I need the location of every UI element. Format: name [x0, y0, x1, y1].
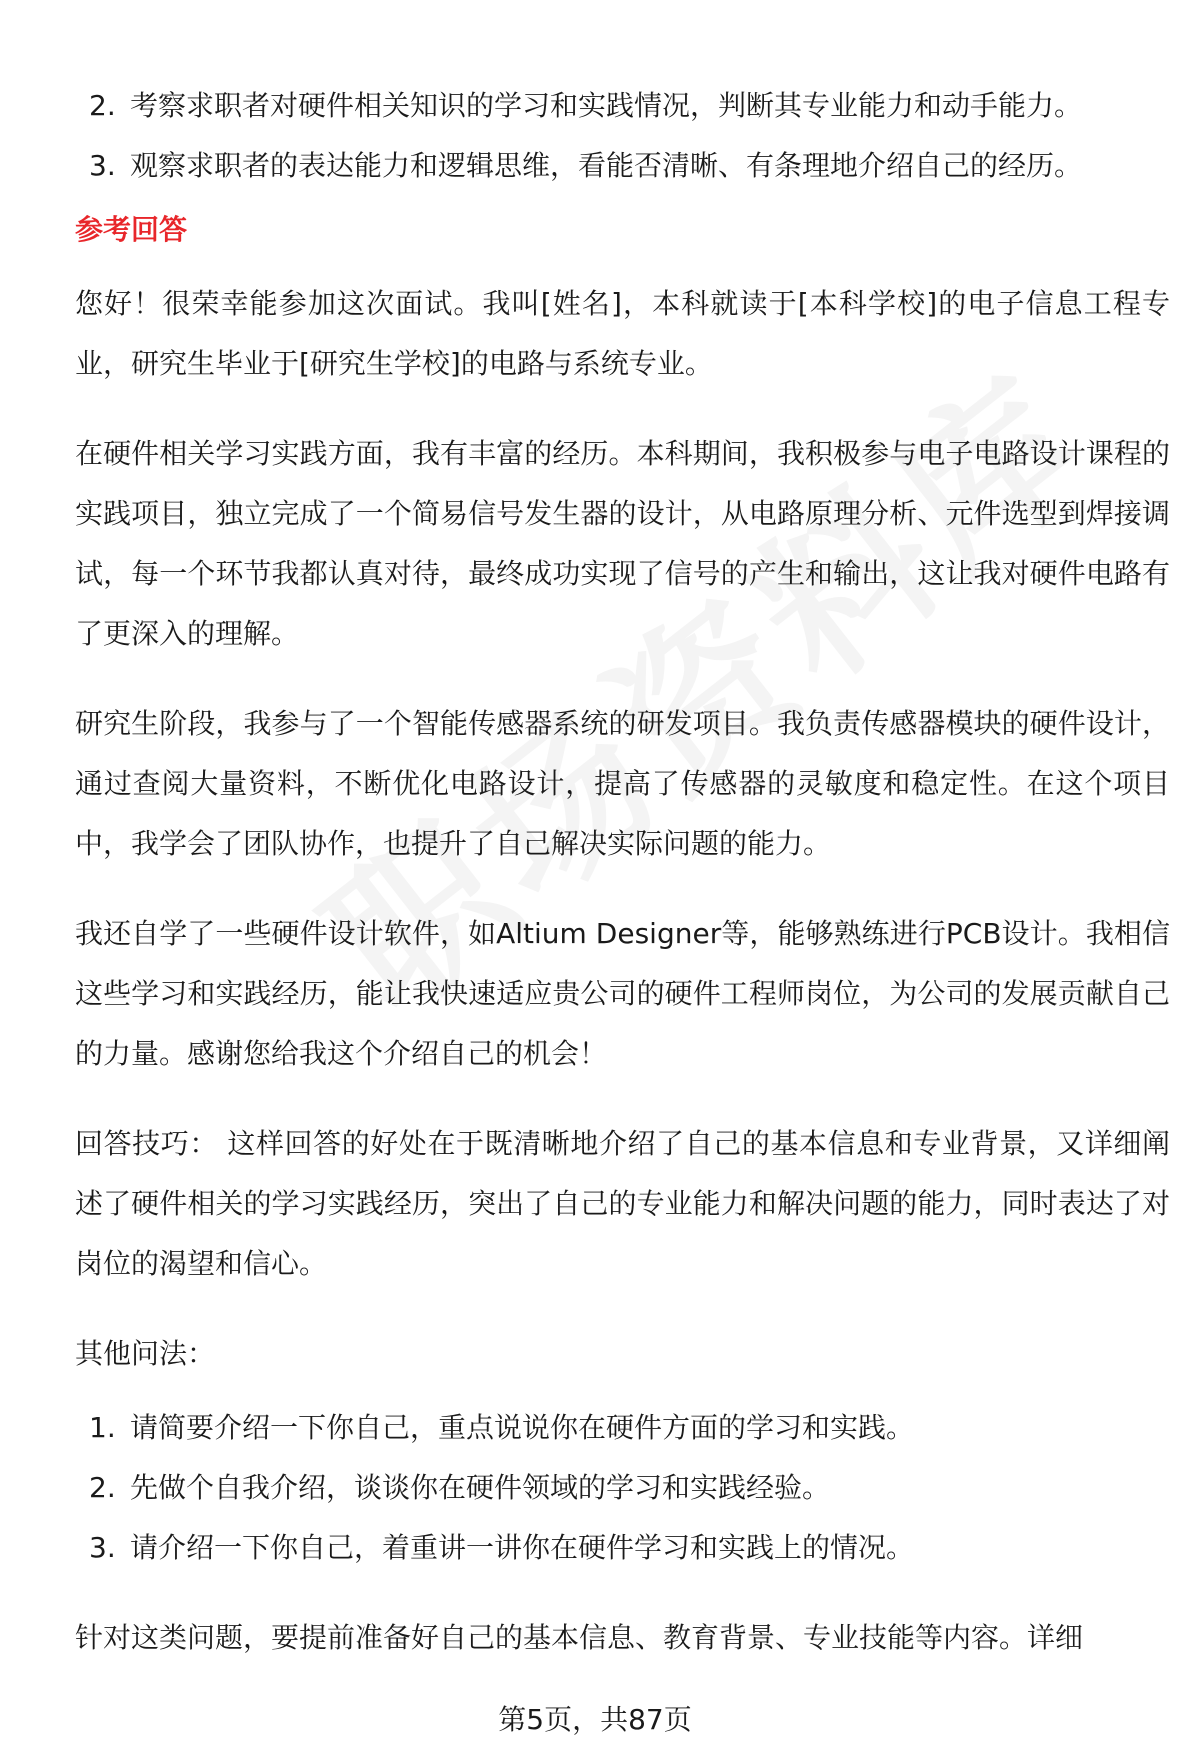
list-item: 1. 请简要介绍一下你自己，重点说说你在硬件方面的学习和实践。 [89, 1411, 915, 1444]
paragraph-undergrad: 在硬件相关学习实践方面，我有丰富的经历。本科期间，我积极参与电子电路设计课程的实践项目，独立完成了一个简易信号发生器的设计，从电路原理分析、元件选型到焊接调试，每一个环节我都认真对待，最终成功实现了信号的产生和输出，这让我对硬件电路有了更深入的理解。 [75, 437, 1170, 650]
document-body [75, 76, 1170, 1668]
list-item: 2. 先做个自我介绍，谈谈你在硬件领域的学习和实践经验。 [89, 1471, 831, 1504]
paragraph-graduate: 研究生阶段，我参与了一个智能传感器系统的研发项目。我负责传感器模块的硬件设计，通过查阅大量资料，不断优化电路设计，提高了传感器的灵敏度和稳定性。在这个项目中，我学会了团队协作，也提升了自己解决实际问题的能力。 [75, 707, 1170, 860]
other-questions-list [75, 1398, 1170, 1578]
paragraph-tail: 针对这类问题，要提前准备好自己的基本信息、教育背景、专业技能等内容。详细 [75, 1621, 1084, 1654]
section-heading: 参考回答 [75, 213, 188, 246]
top-numbered-list [75, 76, 1170, 196]
list-item: 3. 请介绍一下你自己，着重讲一讲你在硬件学习和实践上的情况。 [89, 1531, 915, 1564]
paragraph-tips: 回答技巧： 这样回答的好处在于既清晰地介绍了自己的基本信息和专业背景，又详细阐述了硬件相关的学习实践经历，突出了自己的专业能力和解决问题的能力，同时表达了对岗位的渴望和信心。 [75, 1127, 1170, 1280]
list-item: 2. 考察求职者对硬件相关知识的学习和实践情况，判断其专业能力和动手能力。 [89, 89, 1083, 122]
page-number: 第5页，共87页 [498, 1703, 692, 1736]
paragraph-intro: 您好！很荣幸能参加这次面试。我叫[姓名]，本科就读于[本科学校]的电子信息工程专业，研究生毕业于[研究生学校]的电路与系统专业。 [75, 287, 1170, 380]
paragraph-skills: 我还自学了一些硬件设计软件，如Altium Designer等，能够熟练进行PCB设计。我相信这些学习和实践经历，能让我快速适应贵公司的硬件工程师岗位，为公司的发展贡献自己的力量。感谢您给我这个介绍自己的机会！ [75, 917, 1170, 1070]
paragraph-other-questions-label: 其他问法： [75, 1337, 216, 1370]
list-item: 3. 观察求职者的表达能力和逻辑思维，看能否清晰、有条理地介绍自己的经历。 [89, 149, 1083, 182]
